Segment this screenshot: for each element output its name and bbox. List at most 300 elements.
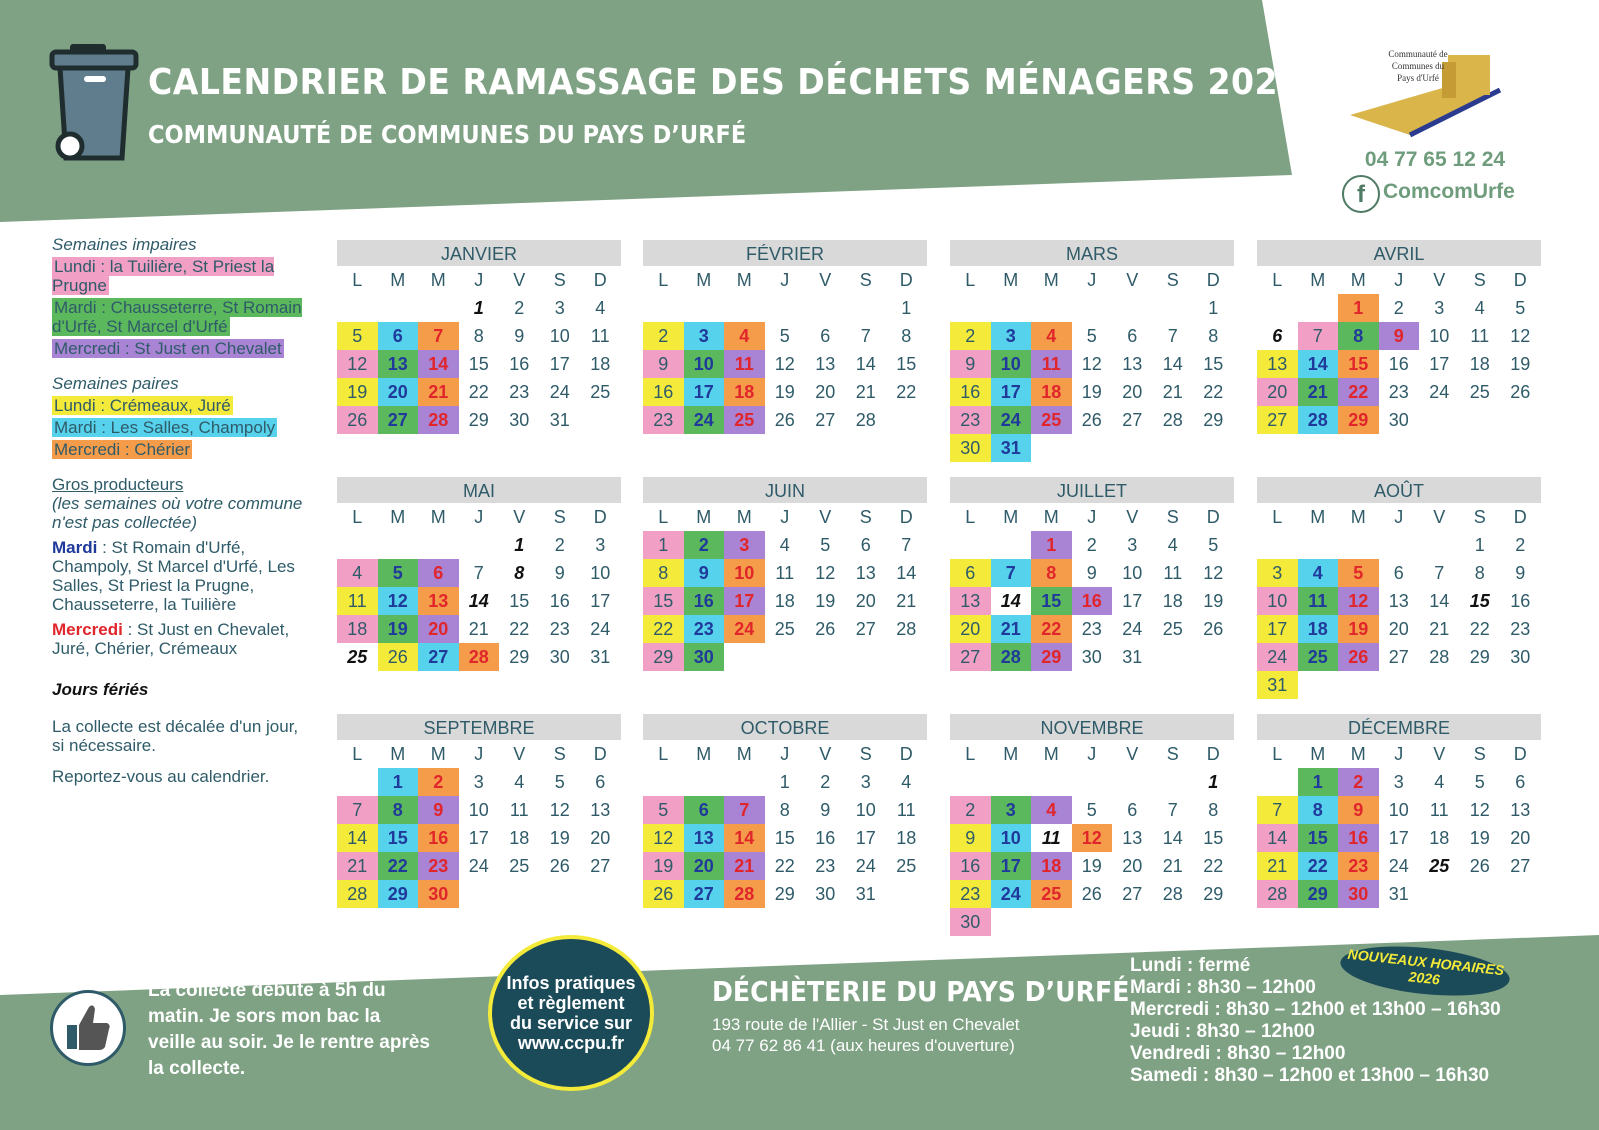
day-cell: 21 [1162, 382, 1183, 402]
weekday-header: M [430, 270, 446, 290]
day-cell: 3 [595, 535, 606, 555]
day-cell: 20 [1510, 828, 1531, 848]
day-cell: 15 [1203, 828, 1224, 848]
weekday-header: M [1043, 507, 1059, 527]
day-cell: 26 [1203, 619, 1224, 639]
day-cell: 30 [815, 884, 836, 904]
hours-line: Lundi : fermé [1130, 955, 1251, 976]
day-cell: 14 [1162, 354, 1183, 374]
day-cell: 7 [1167, 800, 1178, 820]
weekday-header: V [513, 744, 526, 764]
day-cell: 6 [820, 326, 831, 346]
day-cell: 3 [1434, 298, 1445, 318]
day-cell: 21 [1298, 378, 1339, 406]
day-cell: 23 [950, 880, 991, 908]
day-cell: 9 [643, 350, 684, 378]
weekday-header: M [1003, 744, 1019, 764]
day-cell: 10 [549, 326, 570, 346]
day-cell: 28 [459, 643, 500, 671]
weekday-header: J [780, 270, 790, 290]
day-cell: 3 [473, 772, 484, 792]
weekday-header: M [1043, 270, 1059, 290]
day-cell: 22 [1469, 619, 1490, 639]
day-cell: 9 [950, 824, 991, 852]
day-cell: 26 [643, 880, 684, 908]
day-cell: 17 [1388, 828, 1409, 848]
day-cell: 23 [815, 856, 836, 876]
day-cell: 21 [1162, 856, 1183, 876]
weekday-header: M [390, 507, 406, 527]
day-cell: 8 [1031, 559, 1072, 587]
day-cell: 24 [468, 856, 489, 876]
day-cell: 14 [896, 563, 917, 583]
contact-phone: 04 77 65 12 24 [1364, 148, 1506, 171]
weekday-header: L [965, 507, 976, 527]
day-cell: 1 [1031, 531, 1072, 559]
day-cell: 8 [1208, 800, 1219, 820]
month-calendar [643, 714, 927, 908]
day-cell: 28 [1429, 647, 1450, 667]
day-cell: 3 [1257, 559, 1298, 587]
day-cell: 31 [1122, 647, 1143, 667]
bp-tuesday-text: : St Romain d'Urfé, Champoly, St Marcel d'Urfé, Les Salles, St Priest la Prugne, Chausseterre, la Tuilière [52, 538, 295, 614]
day-cell: 19 [774, 382, 795, 402]
day-cell: 18 [509, 828, 530, 848]
header-band [0, 0, 1292, 222]
day-cell: 10 [590, 563, 611, 583]
day-cell: 20 [1122, 856, 1143, 876]
day-cell: 11 [1031, 350, 1072, 378]
day-cell: 11 [1298, 587, 1339, 615]
weekday-header: M [390, 744, 406, 764]
day-cell: 27 [1388, 647, 1409, 667]
day-cell: 30 [1510, 647, 1531, 667]
day-cell: 24 [684, 406, 725, 434]
day-cell: 10 [1429, 326, 1450, 346]
day-cell: 26 [815, 619, 836, 639]
weekday-header: L [352, 507, 363, 527]
day-cell: 8 [1474, 563, 1485, 583]
day-cell: 15 [509, 591, 530, 611]
day-cell: 2 [820, 772, 831, 792]
day-cell: 31 [1388, 884, 1409, 904]
month-title: JANVIER [337, 240, 621, 266]
day-cell: 10 [684, 350, 725, 378]
trash-bin-icon [52, 44, 136, 158]
day-cell: 9 [684, 559, 725, 587]
day-cell: 17 [1429, 354, 1450, 374]
day-cell: 13 [1122, 354, 1143, 374]
weekday-header: L [1272, 507, 1283, 527]
weekday-header: J [1394, 270, 1404, 290]
weekday-header: V [1126, 507, 1139, 527]
facebook-handle[interactable]: ComcomUrfe [1383, 180, 1515, 203]
day-cell: 22 [643, 615, 684, 643]
even-wednesday-label: Mercredi : Chérier [54, 440, 191, 459]
day-cell: 1 [1298, 768, 1339, 796]
day-cell: 5 [1086, 800, 1097, 820]
day-cell: 8 [901, 326, 912, 346]
day-cell: 28 [1162, 410, 1183, 430]
day-cell: 5 [820, 535, 831, 555]
day-cell: 24 [855, 856, 876, 876]
day-cell: 4 [595, 298, 606, 318]
day-cell: 5 [1474, 772, 1485, 792]
day-cell: 6 [418, 559, 459, 587]
new-hours-badge: NOUVEAUX HORAIRES 2026 [1346, 945, 1505, 988]
day-cell: 28 [1162, 884, 1183, 904]
day-cell: 1 [473, 298, 484, 318]
day-cell: 17 [724, 587, 765, 615]
day-cell: 14 [337, 824, 378, 852]
day-cell: 19 [1338, 615, 1379, 643]
hours-line: Vendredi : 8h30 – 12h00 [1130, 1043, 1346, 1064]
day-cell: 21 [337, 852, 378, 880]
day-cell: 25 [1031, 406, 1072, 434]
day-cell: 27 [1122, 410, 1143, 430]
day-cell: 1 [1208, 298, 1219, 318]
day-cell: 17 [590, 591, 611, 611]
even-tuesday-label: Mardi : Les Salles, Champoly [54, 418, 276, 437]
month-calendar [337, 240, 621, 434]
bp-wednesday-text: : St Just en Chevalet, Juré, Chérier, Crémeaux [52, 620, 290, 658]
day-cell: 16 [815, 828, 836, 848]
day-cell: 1 [779, 772, 790, 792]
weekday-header: L [658, 507, 669, 527]
weekday-header: M [430, 507, 446, 527]
day-cell: 13 [378, 350, 419, 378]
day-cell: 16 [1338, 824, 1379, 852]
day-cell: 7 [418, 322, 459, 350]
day-cell: 30 [1338, 880, 1379, 908]
weekday-header: S [859, 507, 872, 527]
day-cell: 10 [1122, 563, 1143, 583]
day-cell: 15 [468, 354, 489, 374]
day-cell: 29 [468, 410, 489, 430]
day-cell: 16 [950, 852, 991, 880]
day-cell: 27 [1257, 406, 1298, 434]
day-cell: 10 [468, 800, 489, 820]
weekday-header: M [1310, 744, 1326, 764]
weekday-header: S [1166, 270, 1179, 290]
dechetterie-address-block [712, 1014, 1020, 1056]
day-cell: 28 [337, 880, 378, 908]
day-cell: 26 [337, 406, 378, 434]
day-cell: 6 [684, 796, 725, 824]
day-cell: 22 [1031, 615, 1072, 643]
day-cell: 28 [896, 619, 917, 639]
day-cell: 3 [991, 322, 1032, 350]
day-cell: 6 [1272, 326, 1283, 346]
legend [52, 235, 307, 786]
day-cell: 5 [779, 326, 790, 346]
day-cell: 3 [1393, 772, 1404, 792]
page-title: CALENDRIER DE RAMASSAGE DES DÉCHETS MÉNAGERS 2026 [148, 62, 1302, 103]
weekday-header: L [1272, 270, 1283, 290]
logo-text: Communauté de Communes du Pays d'Urfé [1388, 49, 1448, 83]
day-cell: 26 [1338, 643, 1379, 671]
weekday-header: S [553, 507, 566, 527]
facebook-icon[interactable]: f [1342, 175, 1380, 213]
day-cell: 8 [473, 326, 484, 346]
weekday-header: S [553, 270, 566, 290]
day-cell: 3 [991, 796, 1032, 824]
day-cell: 25 [1469, 382, 1490, 402]
day-cell: 6 [1515, 772, 1526, 792]
day-cell: 12 [1469, 800, 1490, 820]
month-title: MARS [950, 240, 1234, 266]
day-cell: 11 [1031, 824, 1072, 852]
day-cell: 13 [684, 824, 725, 852]
day-cell: 2 [554, 535, 565, 555]
day-cell: 8 [514, 563, 525, 583]
day-cell: 14 [1000, 591, 1021, 611]
weekday-header: D [1513, 270, 1527, 290]
day-cell: 20 [378, 378, 419, 406]
day-cell: 7 [991, 559, 1032, 587]
day-cell: 29 [1203, 884, 1224, 904]
day-cell: 16 [1072, 587, 1113, 615]
weekday-header: M [736, 270, 752, 290]
weekday-header: M [1350, 507, 1366, 527]
day-cell: 17 [991, 378, 1032, 406]
day-cell: 15 [1031, 587, 1072, 615]
big-producers-title: Gros producteurs [52, 475, 184, 494]
day-cell: 17 [549, 354, 570, 374]
day-cell: 24 [1257, 643, 1298, 671]
holidays-text-1: La collecte est décalée d'un jour, si nécessaire. [52, 717, 299, 755]
day-cell: 24 [991, 406, 1032, 434]
day-cell: 1 [514, 535, 525, 555]
day-cell: 5 [378, 559, 419, 587]
day-cell: 26 [1469, 856, 1490, 876]
weekday-header: M [1043, 744, 1059, 764]
day-cell: 8 [1298, 796, 1339, 824]
day-cell: 15 [378, 824, 419, 852]
weekday-header: V [1433, 507, 1446, 527]
day-cell: 18 [896, 828, 917, 848]
day-cell: 12 [1072, 824, 1113, 852]
day-cell: 3 [724, 531, 765, 559]
day-cell: 31 [590, 647, 611, 667]
day-cell: 19 [549, 828, 570, 848]
month-title: JUILLET [950, 477, 1234, 503]
day-cell: 24 [590, 619, 611, 639]
hours-line: Samedi : 8h30 – 12h00 et 13h00 – 16h30 [1130, 1065, 1490, 1086]
day-cell: 18 [774, 591, 795, 611]
day-cell: 5 [337, 322, 378, 350]
day-cell: 29 [1298, 880, 1339, 908]
day-cell: 7 [473, 563, 484, 583]
day-cell: 4 [1031, 322, 1072, 350]
day-cell: 19 [1081, 382, 1102, 402]
day-cell: 2 [950, 796, 991, 824]
day-cell: 5 [1208, 535, 1219, 555]
day-cell: 15 [896, 354, 917, 374]
day-cell: 10 [1257, 587, 1298, 615]
day-cell: 13 [1122, 828, 1143, 848]
day-cell: 12 [1338, 587, 1379, 615]
day-cell: 17 [1122, 591, 1143, 611]
day-cell: 23 [684, 615, 725, 643]
month-calendar [337, 714, 621, 908]
day-cell: 11 [1429, 800, 1449, 820]
weekday-header: M [1350, 744, 1366, 764]
day-cell: 14 [1298, 350, 1339, 378]
day-cell: 14 [724, 824, 765, 852]
weekday-header: L [658, 744, 669, 764]
day-cell: 5 [554, 772, 565, 792]
month-title: JUIN [643, 477, 927, 503]
day-cell: 21 [1257, 852, 1298, 880]
day-cell: 25 [1031, 880, 1072, 908]
day-cell: 13 [590, 800, 611, 820]
weekday-header: S [1166, 507, 1179, 527]
bp-wednesday-label: Mercredi [52, 620, 123, 639]
day-cell: 13 [418, 587, 459, 615]
day-cell: 23 [1388, 382, 1409, 402]
weekday-header: S [553, 744, 566, 764]
day-cell: 11 [1163, 563, 1183, 583]
day-cell: 31 [991, 434, 1032, 462]
weekday-header: M [390, 270, 406, 290]
day-cell: 4 [779, 535, 790, 555]
month-calendar [950, 714, 1234, 936]
day-cell: 20 [950, 615, 991, 643]
weekday-header: M [696, 270, 712, 290]
day-cell: 28 [855, 410, 876, 430]
day-cell: 16 [643, 378, 684, 406]
month-title: FÉVRIER [643, 240, 927, 266]
day-cell: 4 [514, 772, 525, 792]
day-cell: 30 [950, 908, 991, 936]
day-cell: 27 [855, 619, 876, 639]
holidays-text-2: Reportez-vous au calendrier. [52, 767, 270, 786]
day-cell: 24 [1388, 856, 1409, 876]
day-cell: 24 [549, 382, 570, 402]
day-cell: 1 [901, 298, 912, 318]
day-cell: 2 [1338, 768, 1379, 796]
month-title: OCTOBRE [643, 714, 927, 740]
day-cell: 26 [378, 643, 419, 671]
day-cell: 22 [1298, 852, 1339, 880]
info-website-badge[interactable] [488, 935, 654, 1091]
month-calendar [643, 240, 927, 434]
day-cell: 12 [549, 800, 570, 820]
day-cell: 19 [1203, 591, 1224, 611]
weekday-header: V [513, 507, 526, 527]
weekday-header: J [474, 744, 484, 764]
day-cell: 16 [1510, 591, 1531, 611]
weekday-header: M [696, 744, 712, 764]
day-cell: 17 [991, 852, 1032, 880]
day-cell: 15 [1203, 354, 1224, 374]
day-cell: 8 [378, 796, 419, 824]
day-cell: 16 [549, 591, 570, 611]
weekday-header: J [780, 507, 790, 527]
day-cell: 20 [1257, 378, 1298, 406]
day-cell: 22 [509, 619, 530, 639]
even-monday-label: Lundi : Crémeaux, Juré [54, 396, 231, 415]
info-website-text[interactable]: Infos pratiques et règlement du service sur www.ccpu.fr [506, 973, 636, 1053]
day-cell: 2 [684, 531, 725, 559]
weekday-header: M [1310, 270, 1326, 290]
day-cell: 15 [1298, 824, 1339, 852]
day-cell: 7 [1257, 796, 1298, 824]
day-cell: 22 [378, 852, 419, 880]
hours-line: Mercredi : 8h30 – 12h00 et 13h00 – 16h30 [1130, 999, 1501, 1020]
day-cell: 6 [1127, 326, 1138, 346]
day-cell: 4 [1298, 559, 1339, 587]
day-cell: 22 [896, 382, 917, 402]
day-cell: 11 [1470, 326, 1490, 346]
day-cell: 13 [1510, 800, 1531, 820]
day-cell: 9 [554, 563, 565, 583]
day-cell: 11 [775, 563, 795, 583]
day-cell: 6 [1127, 800, 1138, 820]
day-cell: 23 [549, 619, 570, 639]
dechetterie-address: 193 route de l'Allier - St Just en Chevalet [712, 1015, 1020, 1034]
day-cell: 27 [815, 410, 836, 430]
weekday-header: D [899, 744, 913, 764]
weekday-header: V [1433, 270, 1446, 290]
day-cell: 22 [774, 856, 795, 876]
day-cell: 15 [774, 828, 795, 848]
weekday-header: L [352, 270, 363, 290]
big-producers-tuesday [52, 538, 307, 614]
day-cell: 20 [1122, 382, 1143, 402]
day-cell: 18 [1298, 615, 1339, 643]
day-cell: 30 [684, 643, 725, 671]
day-cell: 19 [815, 591, 836, 611]
day-cell: 13 [1388, 591, 1409, 611]
day-cell: 27 [418, 643, 459, 671]
day-cell: 12 [1081, 354, 1102, 374]
day-cell: 29 [643, 643, 684, 671]
day-cell: 8 [779, 800, 790, 820]
dechetterie-title: DÉCHÈTERIE DU PAYS D’URFÉ [712, 975, 1130, 1008]
weekday-header: D [899, 270, 913, 290]
day-cell: 1 [378, 768, 419, 796]
day-cell: 7 [860, 326, 871, 346]
day-cell: 14 [468, 591, 489, 611]
day-cell: 15 [1338, 350, 1379, 378]
day-cell: 27 [1510, 856, 1531, 876]
day-cell: 18 [724, 378, 765, 406]
day-cell: 23 [950, 406, 991, 434]
day-cell: 19 [643, 852, 684, 880]
day-cell: 6 [860, 535, 871, 555]
day-cell: 2 [643, 322, 684, 350]
weekday-header: M [430, 744, 446, 764]
day-cell: 3 [1127, 535, 1138, 555]
day-cell: 9 [1086, 563, 1097, 583]
day-cell: 16 [950, 378, 991, 406]
day-cell: 23 [1338, 852, 1379, 880]
day-cell: 18 [337, 615, 378, 643]
day-cell: 3 [684, 322, 725, 350]
day-cell: 12 [1203, 563, 1224, 583]
weekday-header: J [474, 270, 484, 290]
month-title: MAI [337, 477, 621, 503]
day-cell: 31 [1257, 671, 1298, 699]
weekday-header: V [513, 270, 526, 290]
weekday-header: L [1272, 744, 1283, 764]
weekday-header: S [859, 744, 872, 764]
weekday-header: M [1310, 507, 1326, 527]
weekday-header: D [1206, 507, 1220, 527]
month-title: SEPTEMBRE [337, 714, 621, 740]
